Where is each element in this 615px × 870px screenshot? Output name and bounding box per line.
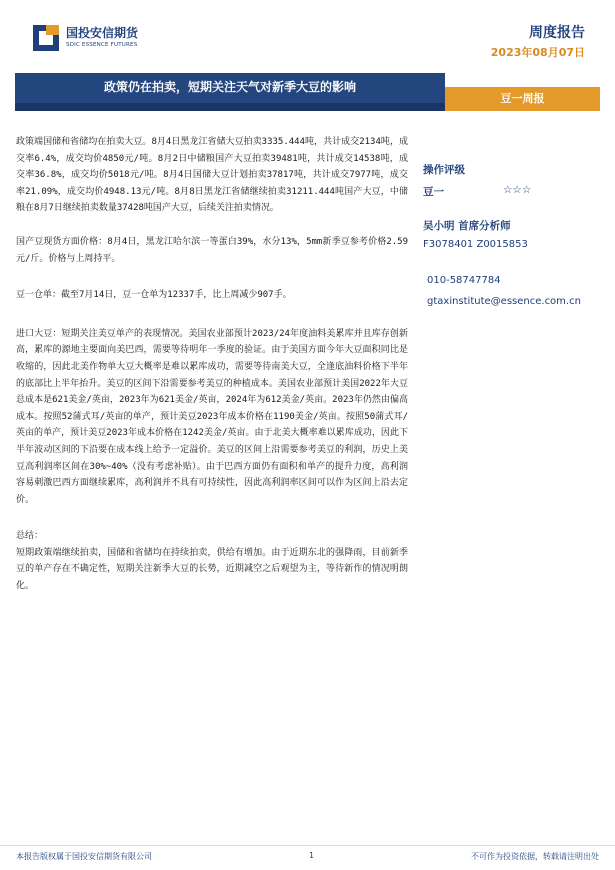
rating-product: 豆一 <box>423 186 444 198</box>
company-logo <box>32 22 182 54</box>
logo-text-cn: 国投安信期货 <box>66 26 139 40</box>
report-tag: 豆一周报 <box>500 92 545 105</box>
page-number: 1 <box>309 851 315 860</box>
report-date: 2023年08月07日 <box>490 46 585 59</box>
logo-text-en: SDIC ESSENCE FUTURES <box>66 42 138 48</box>
footer-copyright: 本报告版权属于国投安信期货有限公司 <box>16 852 152 861</box>
rating-stars: ☆☆☆ <box>503 184 532 196</box>
report-tag-band <box>445 87 600 111</box>
report-body <box>16 134 408 595</box>
report-header <box>0 0 615 66</box>
imported-soybean-paragraph: 进口大豆：短期关注美豆单产的表现情况。美国农业部预计2023/24年度油料美累库并且库存创新高，累库的源地主要面向美巴西，需要等待明年一季度的验证。由于美国方面今年大豆面积同比是收缩的，因此北美作物单大豆大概率是难以累库成功，需要等待南美大豆，全逢底油料价格下半年的底部比上半年抬升。美豆的区间下沿需要参考美豆的种植成本。美国农业部预计美国2022年大豆总成本是621美金/英亩，2023年为621美金/英亩，2024年为612美金/英亩。2023年仍然由偏高成本。按照52蒲式耳/英亩的单产，预计美豆2023年成本价格在1190美金/英亩。按照50蒲式耳/英亩的单产，预计美豆2023年成本价格在1242美金/英亩。由于北美大概率难以累库成功，因此下半年波动区间的下沿要在成本线上给予一定溢价。美豆的区间上沿需要参考美豆的利润，历史上美豆高利润率区间在30%~40%（没有考虑补贴）。由于巴西方面仍有面积和单产的提升力度，高利润容易刺激巴西方面继续累库，高利润并不具有可持续性，因此高利润率区间可以作为区间上沿去定价。 <box>16 328 408 505</box>
footer-disclaimer: 不可作为投资依据，转载请注明出处 <box>471 852 599 861</box>
analyst-certificates: F3078401 Z0015853 <box>423 239 528 250</box>
report-title: 政策仍在拍卖，短期关注天气对新季大豆的影响 <box>103 80 356 94</box>
report-type: 周度报告 <box>529 25 585 41</box>
title-band-underline <box>15 103 445 111</box>
analyst-name: 吴小明 首席分析师 <box>423 220 511 232</box>
policy-auction-paragraph: 政策端国储和省储均在拍卖大豆。8月4日黑龙江省储大豆拍卖3335.444吨，共计成交2134吨，成交率6.4%，成交均价4850元/吨。8月2日中储粮国产大豆拍卖39481吨，共计成交14538吨，成交率36.8%，成交均价5018元/吨。8月4日国储大豆计划拍卖37817吨，共计成交7977吨，成交率21.09%，成交均价4948.13元/吨。8月8日黑龙江省储继续拍卖31211.444吨国产大豆，中储粮在8月7日继续拍卖数量37428吨国产大豆，后续关注拍卖情况。 <box>16 137 408 214</box>
warehouse-receipt-paragraph: 豆一仓单：截至7月14日，豆一仓单为12337手，比上周减少907手。 <box>16 290 292 301</box>
spot-price-paragraph: 国产豆现货方面价格：8月4日，黑龙江哈尔滨一等蛋白39%，水分13%，5mm新季豆参考价格2.59元/斤。价格与上周持平。 <box>16 236 408 264</box>
title-band <box>15 73 445 111</box>
footer-divider <box>0 845 615 846</box>
logo-mark-icon <box>32 24 60 52</box>
summary-paragraph: 总结： 短期政策端继续拍卖，国储和省储均在持续拍卖，供给有增加。由于近期东北的强降雨，目前新季豆的单产存在不确定性，短期关注新季大豆的长势，近期减空之后观望为主，等待新作的情况明朗化。 <box>16 531 408 592</box>
analyst-email[interactable]: gtaxinstitute@essence.com.cn <box>427 296 581 307</box>
rating-label: 操作评级 <box>423 164 465 176</box>
analyst-phone: 010-58747784 <box>427 275 501 286</box>
